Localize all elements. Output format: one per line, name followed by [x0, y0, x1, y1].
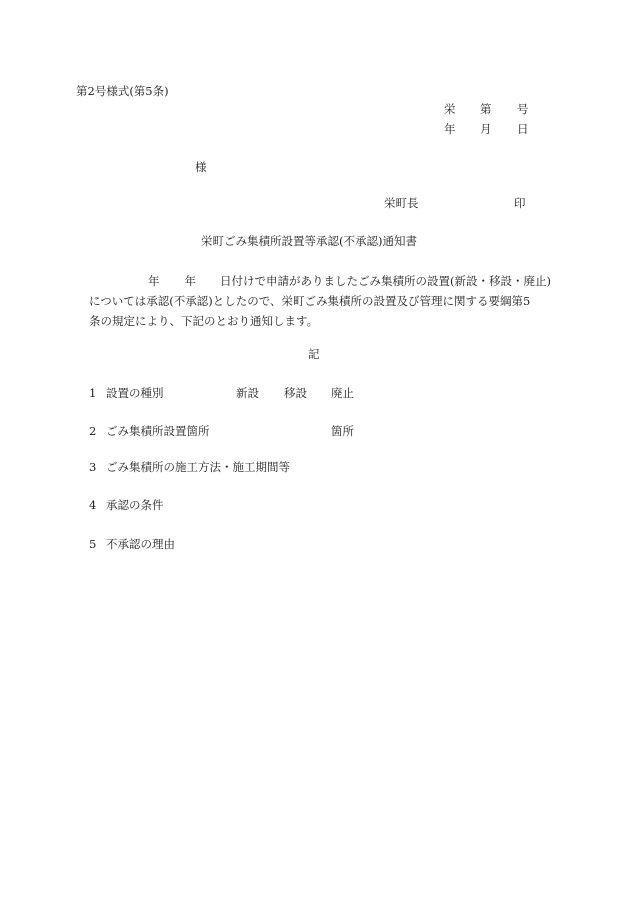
item-label: 承認の条件	[106, 498, 164, 512]
ki-heading: 記	[308, 347, 320, 361]
reference-go: 号	[517, 102, 529, 116]
seal-mark: 印	[514, 196, 526, 210]
item-number: 5	[89, 537, 97, 551]
option-abolish: 廃止	[331, 386, 354, 400]
body-line-2: については承認(不承認)としたので、栄町ごみ集積所の設置及び管理に関する要綱第5	[89, 294, 531, 308]
place-suffix: 箇所	[331, 424, 354, 438]
reference-number-row	[444, 104, 529, 116]
option-new: 新設	[236, 386, 259, 400]
reference-year: 年	[444, 122, 456, 136]
list-item	[89, 500, 164, 512]
item-number: 3	[89, 460, 97, 474]
item-label: 設置の種別	[106, 386, 164, 400]
issuer: 栄町長	[384, 196, 419, 210]
recipient-suffix: 様	[195, 160, 207, 174]
document-title: 栄町ごみ集積所設置等承認(不承認)通知書	[201, 234, 417, 248]
item-label: ごみ集積所設置箇所	[106, 424, 210, 438]
list-item	[89, 539, 175, 551]
item-number: 2	[89, 424, 97, 438]
item-label: ごみ集積所の施工方法・施工期間等	[106, 460, 290, 474]
body-paragraph	[89, 271, 559, 331]
item-number: 4	[89, 498, 97, 512]
reference-day: 日	[517, 122, 529, 136]
item-label: 不承認の理由	[106, 537, 175, 551]
reference-month: 月	[480, 122, 492, 136]
form-number: 第2号様式(第5条)	[76, 84, 169, 98]
option-move: 移設	[284, 386, 307, 400]
reference-office: 栄	[444, 102, 456, 116]
list-item	[89, 388, 164, 400]
reference-dai: 第	[480, 102, 492, 116]
list-item	[89, 426, 210, 438]
body-line-1-text: 日付けで申請がありましたごみ集積所の設置(新設・移設・廃止)	[220, 274, 551, 288]
item-number: 1	[89, 386, 97, 400]
body-line-3: 条の規定により、下記のとおり通知します。	[89, 314, 319, 328]
body-line-1	[89, 271, 559, 291]
body-year-1: 年	[148, 274, 160, 288]
list-item	[89, 462, 290, 474]
reference-date-row	[444, 124, 529, 136]
body-year-2: 年	[184, 274, 196, 288]
